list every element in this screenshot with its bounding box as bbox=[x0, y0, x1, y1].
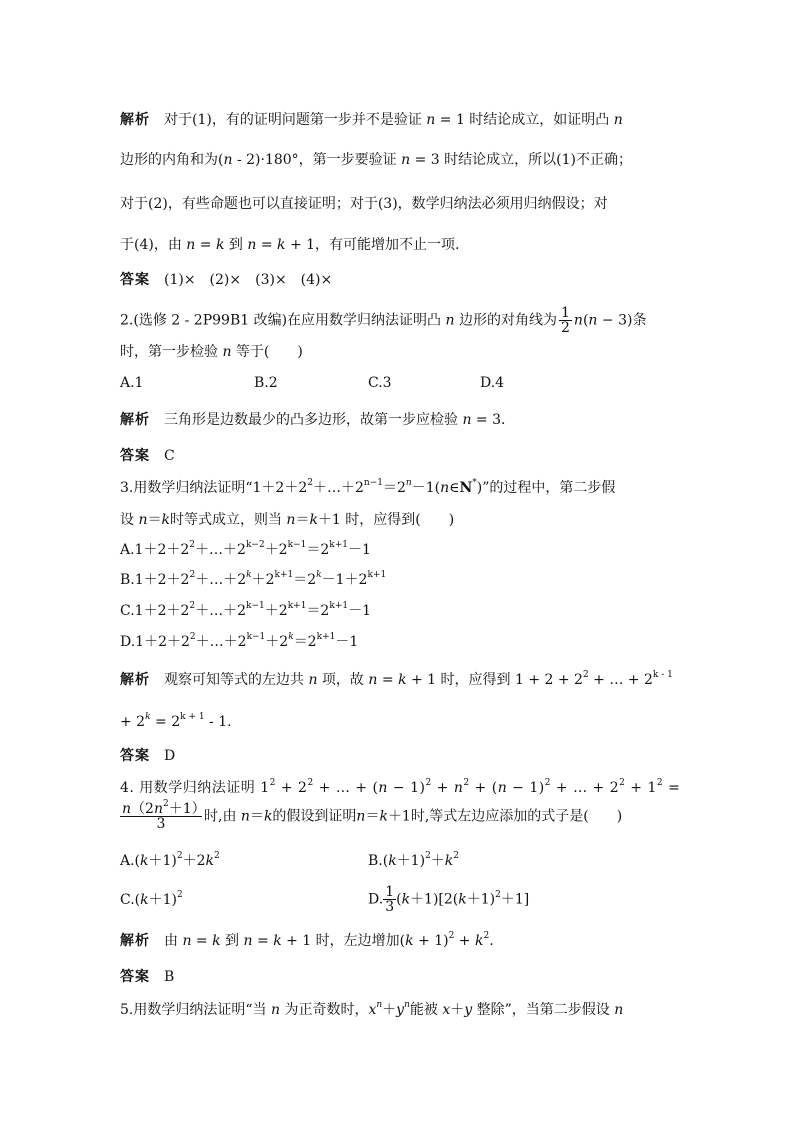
q2-option-b: B.2 bbox=[254, 375, 278, 391]
q1-analysis-line-1: 解析 对于(1)，有的证明问题第一步并不是验证 n = 1 时结论成立，如证明凸 n bbox=[120, 112, 623, 128]
q4-stem-line-1: 4. 用数学归纳法证明 $1^2 + 2^2$ + … + $(n - 1)^2 + n^2 + (n - 1)^2$ + … + $2^2 + 1^2$ = bbox=[120, 778, 681, 796]
q3-option-b: $B.1+2+2^2+\dots+2^k+2^{k+1}=2^k-1+2^{k+1}$ bbox=[120, 570, 387, 588]
q4-analysis: 解析 由 n = k 到 n = k + 1 时，左边增加$(k + 1)^2 + k^2$. bbox=[120, 931, 494, 949]
q4-options-row-2 bbox=[120, 885, 529, 914]
q3-stem-line-1: 3.用数学归纳法证明“$1+2+2^2+\dots+2^{n-1}=2^n-1(n\in N^*)$”的过程中，第二步假 bbox=[120, 478, 616, 496]
q2-answer: 答案 C bbox=[120, 448, 175, 464]
analysis-label: 解析 bbox=[120, 112, 150, 128]
q3-option-d: $D.1+2+2^2+\dots+2^{k-1}+2^k=2^{k+1}-1$ bbox=[120, 632, 359, 650]
q4-fraction: $\frac{n(2n^2+1)}{3}$ bbox=[122, 799, 206, 832]
q4-stem-line-2: $\frac{n(2n^2+1)}{3}$ 时,由 n＝k的假设到证明n＝k＋1时,等式左边应添加的式子是( ) bbox=[122, 799, 623, 832]
q4-option-d: D. $\frac{1}{3}$ $(k+1)[2(k+1)^2+1]$ bbox=[368, 884, 530, 915]
q2-stem-line-1: 2.(选修 2 - 2P99B1 改编)在应用数学归纳法证明凸 n 边形的对角线为 $\frac{1}{2}$ n(n − 3)条 bbox=[120, 305, 647, 336]
q1-answer: 答案 (1)× (2)× (3)× (4)× bbox=[120, 272, 333, 288]
q1-analysis-line-2: 边形的内角和为(n - 2)·180°，第一步要验证 n = 3 时结论成立，所以(1)不正确； bbox=[120, 152, 632, 168]
q5-stem-line-1: 5.用数学归纳法证明“当 n 为正奇数时，$x^n+y^n$能被 x＋y 整除”，当第二步假设 n bbox=[120, 1000, 624, 1018]
q4-options-row-1 bbox=[120, 851, 459, 871]
q2-analysis: 解析 三角形是边数最少的凸多边形，故第一步应检验 n = 3. bbox=[120, 412, 506, 428]
q1-analysis-line-3: 对于(2)，有些命题也可以直接证明；对于(3)，数学归纳法必须用归纳假设；对 bbox=[120, 196, 608, 212]
q2-stem-line-2: 时，第一步检验 n 等于( ) bbox=[120, 344, 303, 360]
q3-answer: 答案 D bbox=[120, 748, 176, 764]
q3-stem-line-2: 设 n＝k时等式成立，则当 n＝k＋1 时，应得到( ) bbox=[120, 512, 455, 528]
q2-option-a: A.1 bbox=[120, 375, 144, 391]
q4-option-b: $B.(k+1)^2+k^2$ bbox=[368, 851, 460, 869]
q4-option-c: $C.(k+1)^2$ bbox=[120, 889, 183, 908]
q3-option-a: $A.1+2+2^2+\dots+2^{k-2}+2^{k-1}=2^{k+1}-1$ bbox=[120, 540, 371, 558]
q4-option-a: $A.(k+1)^2+2k^2$ bbox=[120, 851, 220, 869]
answer-label: 答案 bbox=[120, 272, 150, 288]
q2-option-c: C.3 bbox=[368, 375, 392, 391]
q2-options bbox=[120, 373, 504, 393]
q2-fraction: $\frac{1}{2}$ bbox=[561, 305, 570, 336]
q3-analysis-line-2: + $2^k = 2^{k + 1} - 1$. bbox=[120, 712, 232, 730]
q3-analysis-line-1: 解析 观察可知等式的左边共 n 项，故 n = k + 1 时，应得到 $1 + 2 + 2^2$ + … + $2^{k - 1}$ bbox=[120, 670, 673, 688]
q4-answer: 答案 B bbox=[120, 969, 175, 985]
q3-option-c: $C.1+2+2^2+\dots+2^{k-1}+2^{k+1}=2^{k+1}-1$ bbox=[120, 601, 372, 619]
q2-option-d: D.4 bbox=[480, 375, 505, 391]
q1-analysis-line-4: 于(4)，由 n = k 到 n = k + 1，有可能增加不止一项. bbox=[120, 237, 460, 253]
